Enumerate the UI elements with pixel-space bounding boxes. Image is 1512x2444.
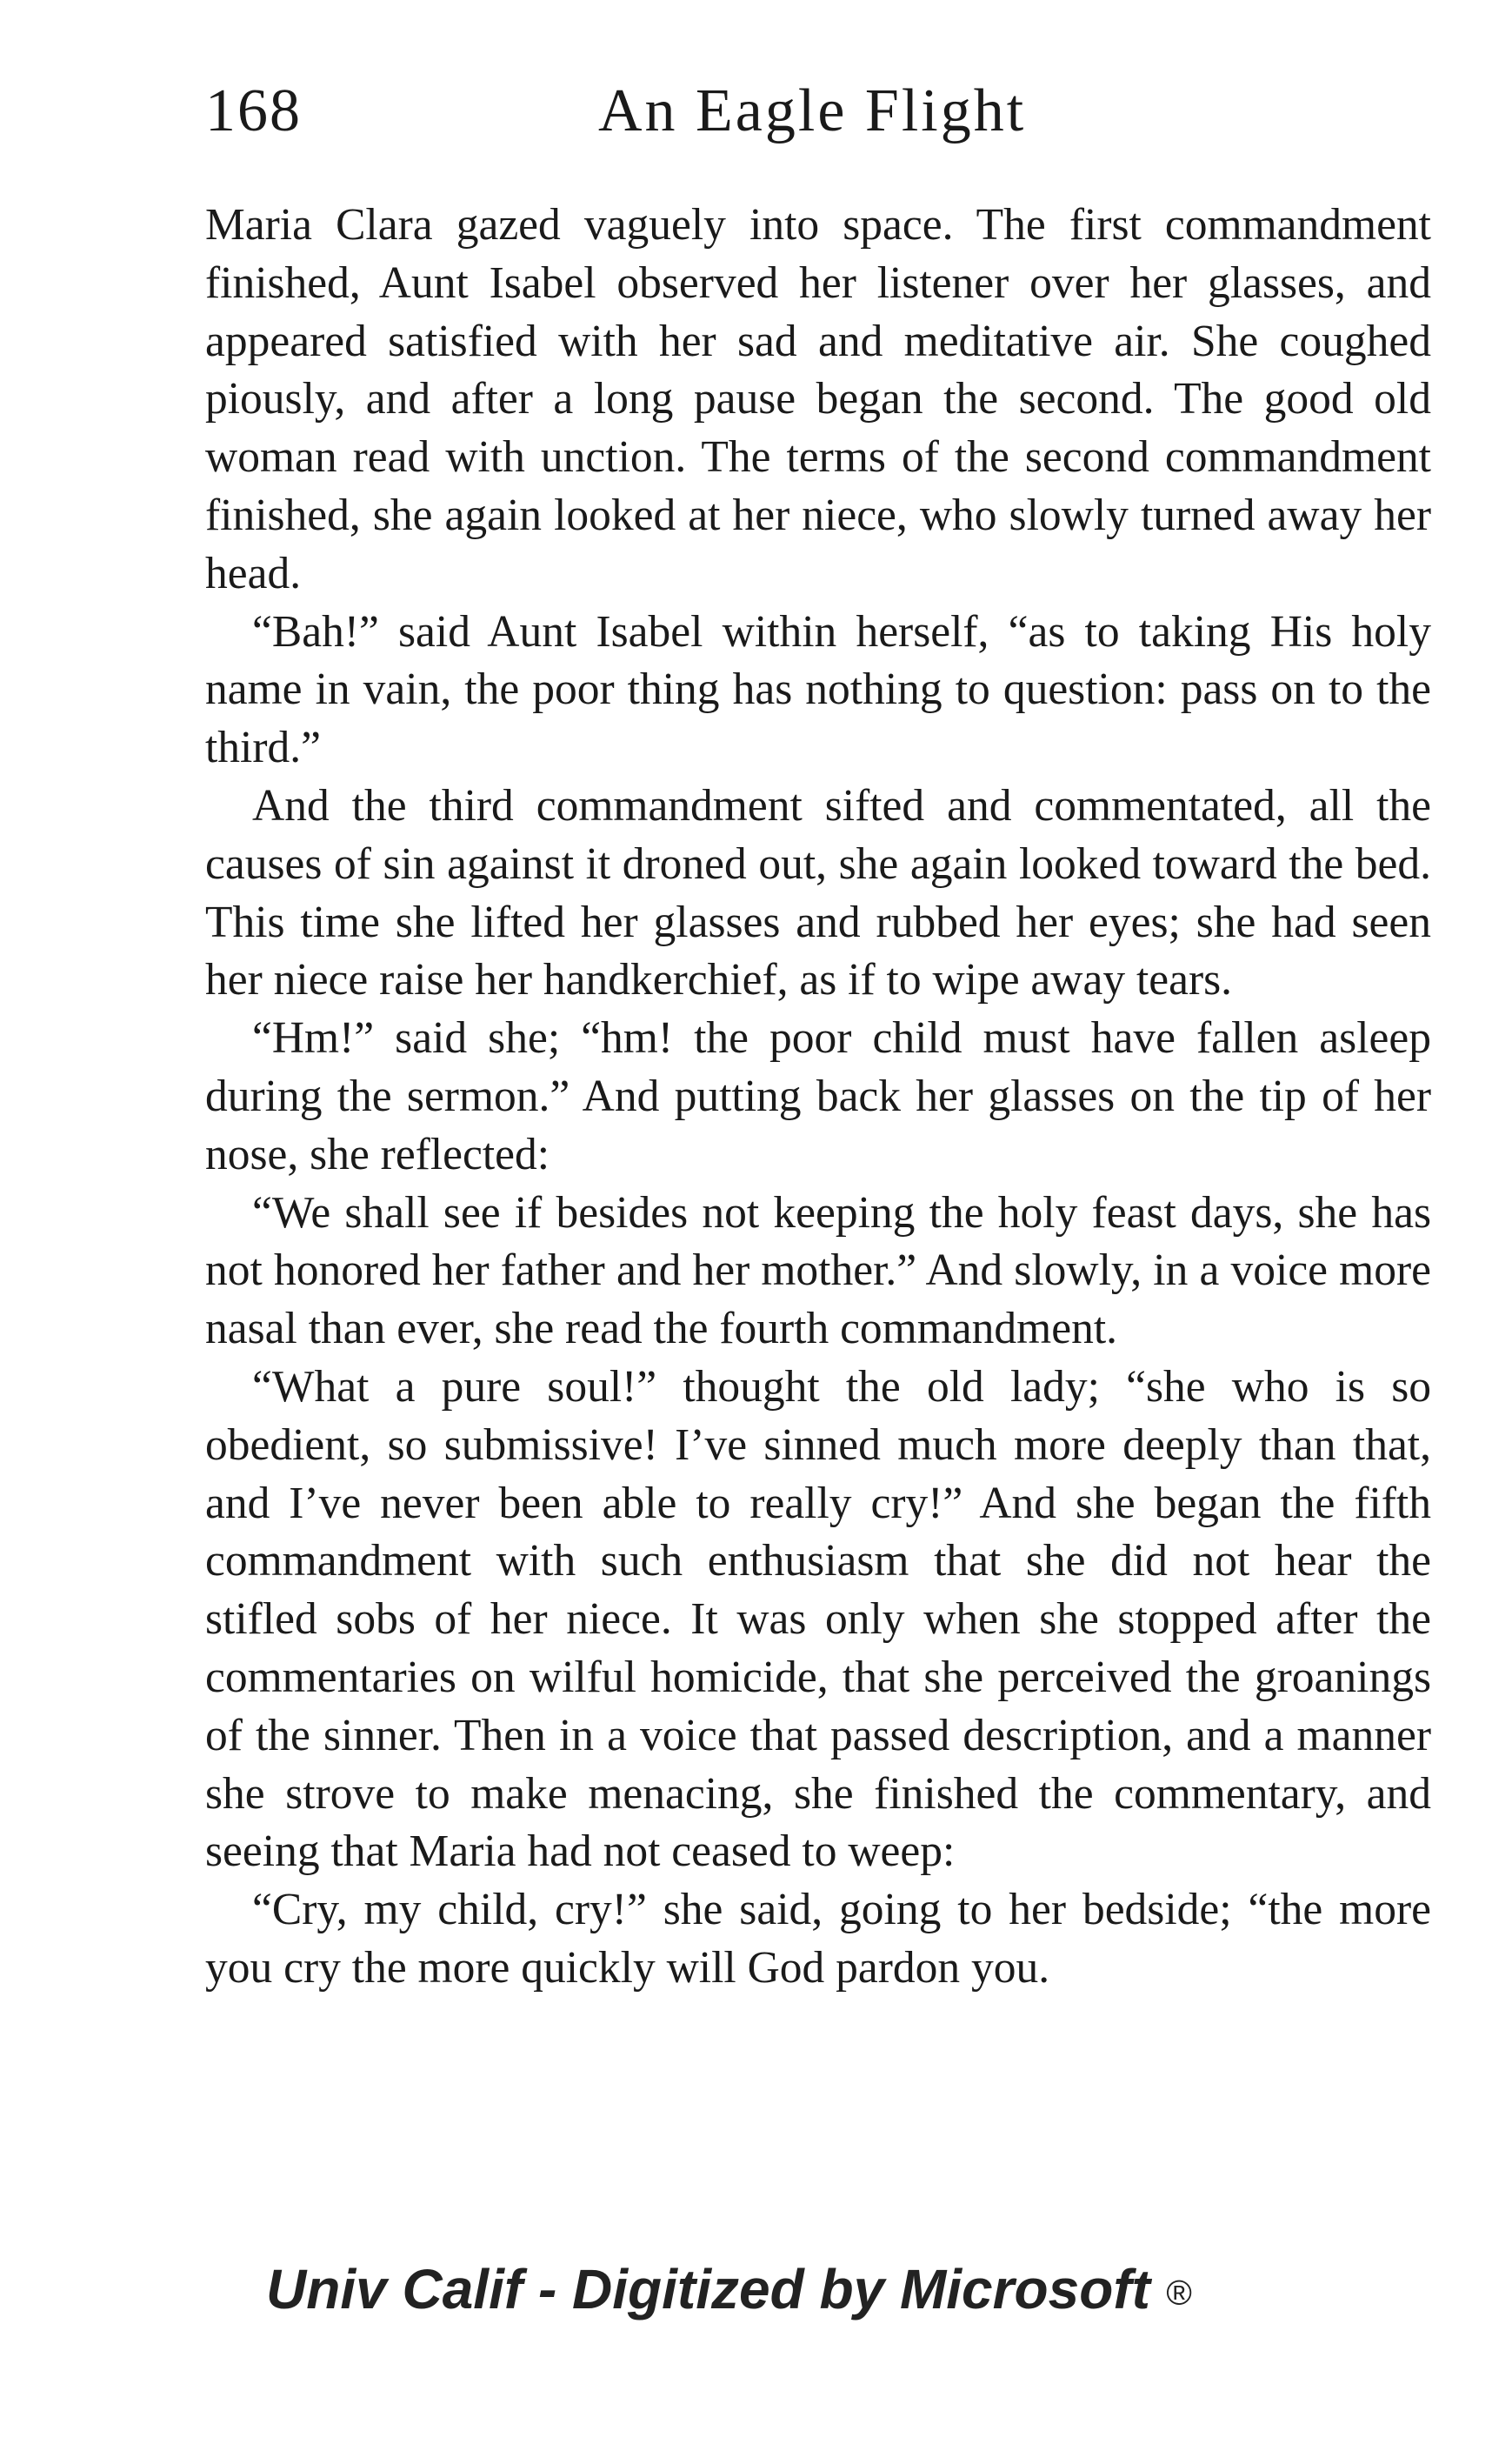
- page-header: [205, 77, 1440, 155]
- paragraph: “Bah!” said Aunt Isabel within herself, “as to taking His holy name in vain, the poor thing has nothing to question: pass on to the third.”: [205, 606, 1431, 773]
- paragraph: And the third commandment sifted and commentated, all the causes of sin against it droned out, she again looked toward the bed. This time she lifted her glasses and rubbed her eyes; she had seen her niece raise her handkerchief, as if to wipe away tears.: [205, 780, 1431, 1005]
- registered-mark-icon: ®: [1165, 2274, 1192, 2313]
- paragraph: “Hm!” said she; “hm! the poor child must have fallen asleep during the sermon.” And putting back her glasses on the tip of her nose, she reflected:: [205, 1013, 1431, 1179]
- digitization-watermark: [266, 2257, 1191, 2321]
- body-text: [205, 197, 1431, 1998]
- watermark-text: Univ Calif - Digitized by Microsoft: [266, 2258, 1150, 2320]
- paragraph: “What a pure soul!” thought the old lady; “she who is so obedient, so submissive! I’ve sinned much more deeply than that, and I’ve never been able to really cry!” And she began the fifth commandment with such enthusiasm that she did not hear the stifled sobs of her niece. It was only when she stopped after the commentaries on wilful homicide, that she perceived the groanings of the sinner. Then in a voice that passed description, and a manner she strove to make menacing, she finished the commentary, and seeing that Maria had not ceased to weep:: [205, 1361, 1431, 1877]
- page-number: 168: [205, 77, 302, 144]
- paragraph: “Cry, my child, cry!” she said, going to her bedside; “the more you cry the more quickly will God pardon you.: [205, 1885, 1431, 1993]
- running-title: An Eagle Flight: [598, 77, 1027, 144]
- paragraph: Maria Clara gazed vaguely into space. The first commandment finished, Aunt Isabel observed her listener over her glasses, and appeared satisfied with her sad and meditative air. She coughed piously, and after a long pause began the second. The good old woman read with unction. The terms of the second commandment finished, she again looked at her niece, who slowly turned away her head.: [205, 200, 1431, 598]
- paragraph: “We shall see if besides not keeping the holy feast days, she has not honored her father and her mother.” And slowly, in a voice more nasal than ever, she read the fourth commandment.: [205, 1187, 1431, 1354]
